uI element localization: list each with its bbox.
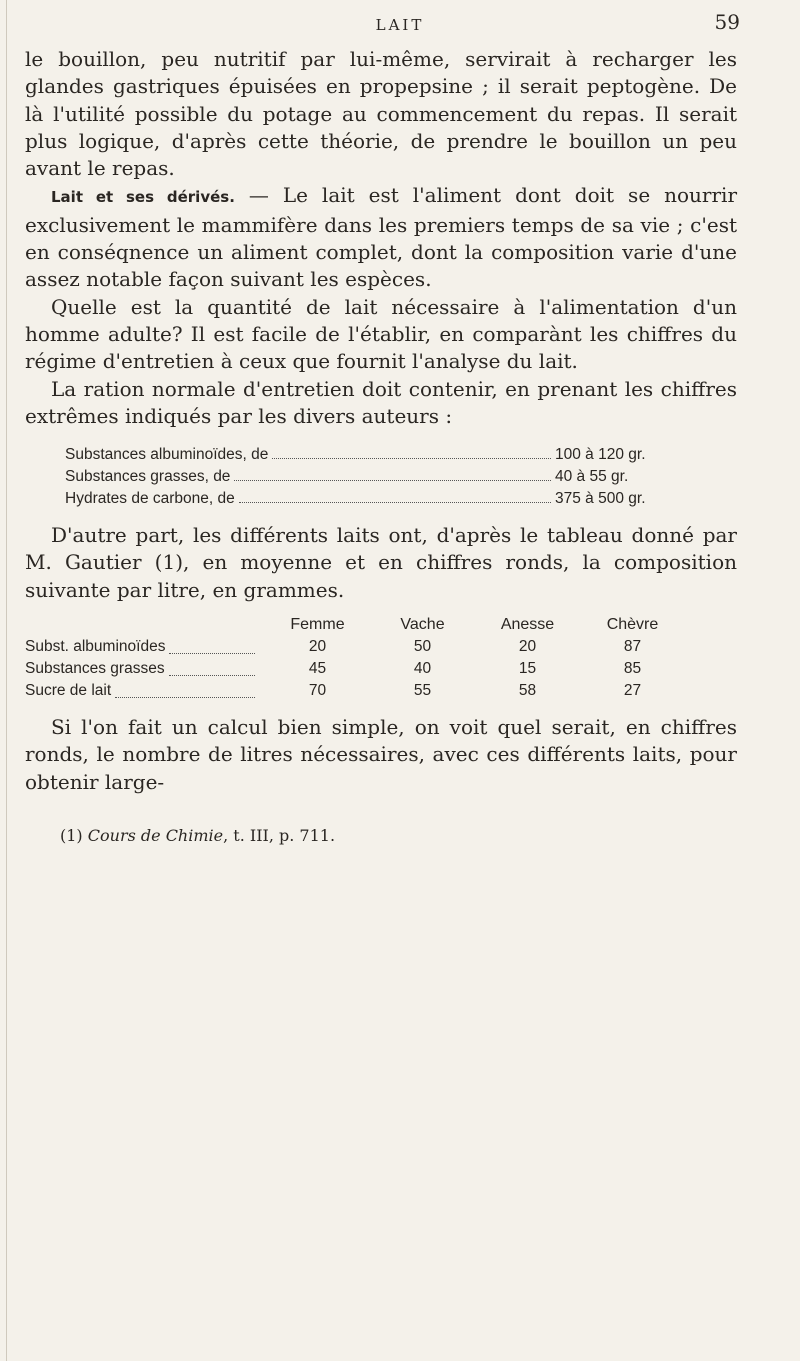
column-header: Vache bbox=[400, 616, 445, 634]
table-cell: 85 bbox=[623, 660, 642, 678]
column-header: Anesse bbox=[500, 616, 555, 634]
table-cell: 20 bbox=[308, 638, 327, 656]
table-row bbox=[25, 680, 725, 702]
list-item bbox=[65, 466, 715, 488]
table-cell: 40 bbox=[413, 660, 432, 678]
running-title: LAIT bbox=[375, 16, 425, 34]
footnote bbox=[60, 826, 335, 845]
section-heading-lait: Lait et ses dérivés. bbox=[51, 188, 235, 207]
milk-composition-table bbox=[25, 614, 725, 702]
row-label: Subst. albuminoïdes bbox=[25, 638, 166, 656]
table-cell: 50 bbox=[413, 638, 432, 656]
paragraph-6: Si l'on fait un calcul bien simple, on voit quel serait, en chiffres ronds, le nombre de litres nécessaires, avec ces différents laits, pour obtenir large- bbox=[25, 715, 737, 794]
table-cell: 58 bbox=[518, 682, 537, 700]
page-number: 59 bbox=[714, 10, 740, 34]
leader-dots bbox=[272, 458, 551, 459]
table-row bbox=[25, 636, 725, 658]
paragraph-3: Quelle est la quantité de lait nécessaire à l'alimentation d'un homme adulte? Il est facile de l'établir, en comparànt les chiffres du régime d'entretien à ceux que fournit l'analyse du lait. bbox=[25, 294, 737, 374]
table-cell: 20 bbox=[518, 638, 537, 656]
ration-label: Substances grasses, de bbox=[65, 468, 231, 486]
footnote-title: Cours de Chimie bbox=[87, 826, 224, 845]
ration-value: 40 à 55 gr. bbox=[555, 468, 629, 486]
list-item bbox=[65, 444, 715, 466]
page-edge-line bbox=[6, 0, 7, 1361]
table-row bbox=[25, 658, 725, 680]
leader-dots bbox=[234, 480, 551, 481]
table-cell: 55 bbox=[413, 682, 432, 700]
row-label: Sucre de lait bbox=[25, 682, 112, 700]
leader-dots bbox=[169, 658, 255, 676]
table-cell: 87 bbox=[623, 638, 642, 656]
leader-dots bbox=[239, 502, 551, 503]
footnote-marker: (1) bbox=[60, 826, 83, 845]
row-label: Substances grasses bbox=[25, 660, 165, 678]
paragraph-2 bbox=[25, 182, 737, 293]
column-header: Femme bbox=[290, 616, 345, 634]
list-item bbox=[65, 488, 715, 510]
paragraph-5: D'autre part, les différents laits ont, d'après le tableau donné par M. Gautier (1), en moyenne et en chiffres ronds, la composition suivante par litre, en grammes. bbox=[25, 523, 737, 602]
table-header-row bbox=[25, 614, 725, 636]
ration-value: 100 à 120 gr. bbox=[555, 446, 646, 464]
ration-label: Hydrates de carbone, de bbox=[65, 490, 235, 508]
ration-value: 375 à 500 gr. bbox=[555, 490, 646, 508]
table-cell: 70 bbox=[308, 682, 327, 700]
leader-dots bbox=[169, 636, 255, 654]
footnote-reference: , t. III, p. 711. bbox=[223, 826, 336, 845]
ration-list bbox=[65, 444, 715, 510]
table-cell: 27 bbox=[623, 682, 642, 700]
leader-dots bbox=[115, 680, 255, 698]
table-cell: 45 bbox=[308, 660, 327, 678]
table-cell: 15 bbox=[518, 660, 537, 678]
body-text bbox=[25, 46, 737, 796]
paragraph-2-text: — Le lait est l'aliment dont doit se nourrir exclusivement le mammifère dans les premiers temps de sa vie ; c'est en conséqnence un aliment complet, dont la composition varie d'une assez notable façon suivant les espèces. bbox=[25, 183, 737, 292]
column-header: Chèvre bbox=[606, 616, 659, 634]
paragraph-4: La ration normale d'entretien doit contenir, en prenant les chiffres extrêmes indiqués par les divers auteurs : bbox=[25, 376, 737, 428]
ration-label: Substances albuminoïdes, de bbox=[65, 446, 269, 464]
paragraph-1: le bouillon, peu nutritif par lui-même, servirait à recharger les glandes gastriques épuisées en propepsine ; il serait peptogène. De là l'utilité possible du potage au commencement du repas. Il serait plus logique, d'après cette théorie, de prendre le bouillon un peu avant le repas. bbox=[25, 47, 737, 181]
